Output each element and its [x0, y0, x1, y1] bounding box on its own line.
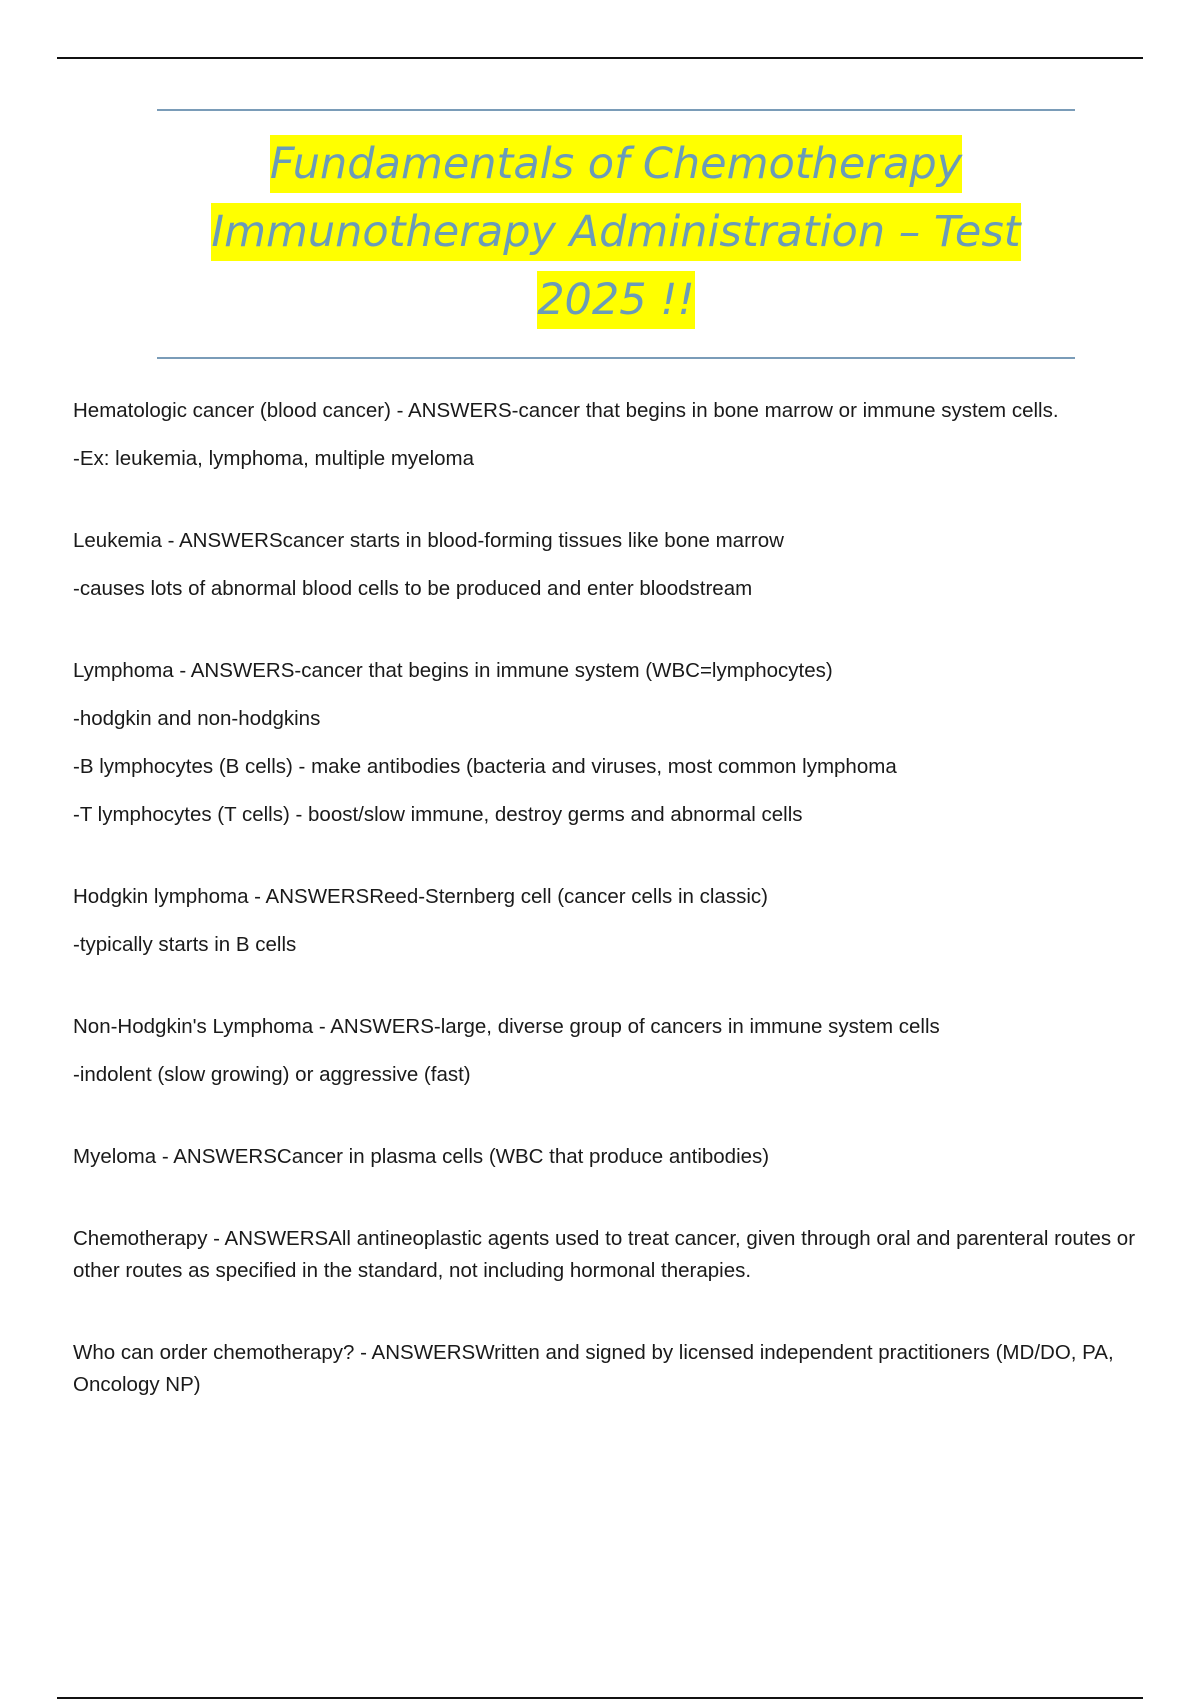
entry-line: Hematologic cancer (blood cancer) - ANSWERS-cancer that begins in bone marrow or immune system cells.: [73, 399, 1059, 422]
entry-chemotherapy: [73, 1223, 1163, 1287]
entry-paragraph: Chemotherapy - ANSWERSAll antineoplastic agents used to treat cancer, given through oral and parenteral routes or other routes as specified in the standard, not including hormonal therapies.: [73, 1227, 1136, 1282]
title-line-2: [120, 198, 1112, 266]
entry-paragraph: Who can order chemotherapy? - ANSWERSWritten and signed by licensed independent practitioners (MD/DO, PA, Oncology NP): [73, 1341, 1114, 1396]
entry-hematologic-cancer: [73, 395, 1163, 475]
entry-myeloma: [73, 1141, 1163, 1173]
entry-line: Lymphoma - ANSWERS-cancer that begins in immune system (WBC=lymphocytes): [73, 659, 833, 682]
title-line-2-text: Immunotherapy Administration – Test: [211, 203, 1020, 261]
entry-lymphoma: [73, 655, 1163, 831]
title-line-1: [120, 130, 1112, 198]
entry-leukemia: [73, 525, 1163, 605]
entry-line: Non-Hodgkin's Lymphoma - ANSWERS-large, diverse group of cancers in immune system cells: [73, 1015, 940, 1038]
entry-hodgkin-lymphoma: [73, 881, 1163, 961]
entry-line: -B lymphocytes (B cells) - make antibodies (bacteria and viruses, most common lymphoma: [73, 755, 897, 778]
title-line-1-text: Fundamentals of Chemotherapy: [270, 135, 962, 193]
entry-who-can-order: [73, 1337, 1163, 1401]
entry-line: Myeloma - ANSWERSCancer in plasma cells (WBC that produce antibodies): [73, 1145, 770, 1168]
entry-line: -hodgkin and non-hodgkins: [73, 707, 321, 730]
title-line-3: [120, 266, 1112, 334]
entry-line: -T lymphocytes (T cells) - boost/slow immune, destroy germs and abnormal cells: [73, 803, 803, 826]
flashcard-list: [73, 395, 1163, 1451]
entry-line: Hodgkin lymphoma - ANSWERSReed-Sternberg cell (cancer cells in classic): [73, 885, 768, 908]
entry-line: -Ex: leukemia, lymphoma, multiple myeloma: [73, 447, 475, 470]
entry-line: -indolent (slow growing) or aggressive (fast): [73, 1063, 471, 1086]
page-bottom-rule: [57, 1697, 1143, 1699]
entry-line: Leukemia - ANSWERScancer starts in blood-forming tissues like bone marrow: [73, 529, 784, 552]
title-line-3-text: 2025 !!: [537, 271, 695, 329]
entry-line: -typically starts in B cells: [73, 933, 297, 956]
entry-non-hodgkin-lymphoma: [73, 1011, 1163, 1091]
title-lower-rule: [157, 357, 1075, 359]
page-top-rule: [57, 57, 1143, 59]
entry-line: -causes lots of abnormal blood cells to be produced and enter bloodstream: [73, 577, 753, 600]
document-title: [120, 130, 1112, 334]
title-upper-rule: [157, 109, 1075, 111]
